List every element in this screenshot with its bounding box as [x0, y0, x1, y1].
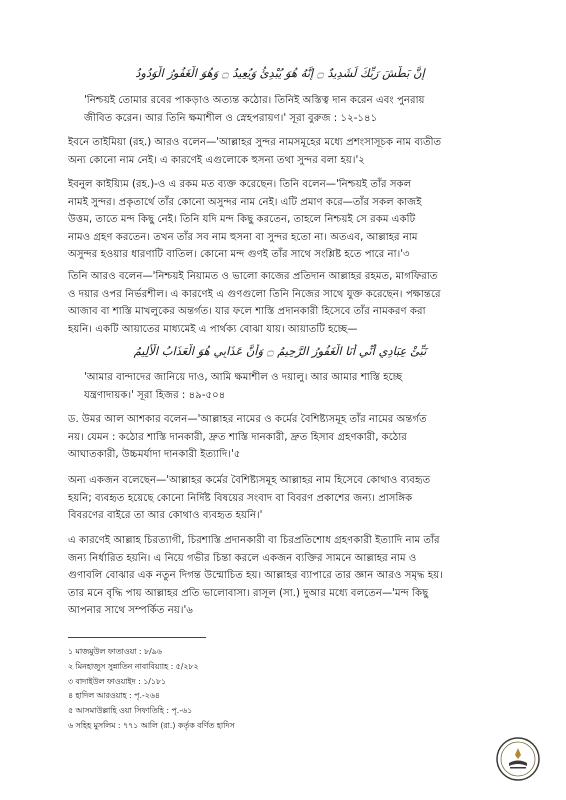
- text-line: আজাব বা শাস্তি মাখলুকের অন্তর্গত। যার ফলে শাস্তি প্রদানকারী হিসেবে তাঁর নামকরণ করা: [68, 306, 426, 318]
- text-line: জন্য নির্ধারিত হয়নি। এ নিয়ে গভীর চিন্তা করলে একজন ব্যক্তির সামনে আল্লাহর নাম ও: [68, 552, 417, 564]
- text-line: জীবিত করেন। আর তিনি ক্ষমাশীল ও স্নেহপরায়ণ।' সূরা বুরুজ : ১২-১৪১: [84, 112, 378, 124]
- text-line: অন্য একজন বলেছেন—'আল্লাহর কর্মের বৈশিষ্ট্যসমূহ আল্লাহর নাম হিসেবে কোথাও ব্যবহৃত: [68, 475, 431, 486]
- text-line: হয়নি। একটি আয়াতের মাধ্যমেই এ পার্থক্য বোঝা যায়। আয়াতটি হচ্ছে—: [68, 323, 358, 335]
- paragraph-ibn-taymiyyah: [68, 134, 506, 169]
- text-line: ইবনুল কাইয়্যিম (রহ.)-ও এ রকম মত ব্যক্ত করেছেন। তিনি বলেন—'নিশ্চয়ই তাঁর সকল: [68, 179, 412, 190]
- text-line: এ কারণেই আল্লাহ চিরত্যাগী, চিরশাস্তি প্রদানকারী বা চিরপ্রতিশোধ গ্রহণকারী ইত্যাদি নাম তাঁর: [68, 535, 440, 546]
- text-line: নামও গ্রহণ করতেন। তখন তাঁর সব নাম হুসনা বা সুন্দর হতো না। অতএব, আল্লাহর নাম: [68, 231, 418, 243]
- footnote: ৪ হাদিল আরওয়াহ : পৃ.-২৬৪: [68, 691, 160, 701]
- text-line: আপনার সাথে সম্পর্কিত নয়।'৬: [68, 605, 193, 617]
- paragraph-ibn-qayyim: [68, 176, 506, 264]
- paragraph-umar-ashqar: [68, 411, 506, 464]
- text-line: 'আমার বান্দাদের জানিয়ে দাও, আমি ক্ষমাশীল ও দয়ালু। আর আমার শাস্তি হচ্ছে: [84, 372, 403, 383]
- text-line: ও দয়ার ওপর নির্ভরশীল। এ কারণেই এ গুণগুলো তিনি নিজের সাথে যুক্ত করেছেন। পক্ষান্তরে: [68, 288, 441, 300]
- footnote: ৫ আসমাউল্লাহি ওয়া সিফাতিহি : পৃ.-৬১: [68, 706, 193, 716]
- quran-verse-hijr: نَبِّئْ عِبَادِي أَنِّي أَنَا الْغَفُورُ الرَّحِيمُ ۝ وَأَنَّ عَذَابِي هُوَ الْعَذَابُ الْأَلِيمُ: [133, 344, 427, 358]
- quran-verse-buruj: إِنَّ بَطْشَ رَبِّكَ لَشَدِيدٌ ۝ إِنَّهُ هُوَ يُبْدِئُ وَيُعِيدُ ۝ وَهُوَ الْغَفُورُ الْوَدُودُ: [135, 66, 425, 80]
- text-line: যন্ত্রণাদায়ক।' সূরা হিজর : ৪৯-৫০৪: [84, 389, 226, 401]
- footnote: ৬ সহিহ মুসলিম : ৭৭১ আলি (রা.) কর্তৃক বর্ণিত হাদিস: [68, 720, 235, 730]
- footnote: ১ মাজমুউল ফাতাওয়া : ৮/৯৬: [68, 647, 162, 656]
- text-line: ড. উমর আল আশকার বলেন—'আল্লাহর নামের ও কর্মের বৈশিষ্ট্যসমূহ তাঁর নামের অন্তর্গত: [68, 414, 427, 425]
- text-line: হয়নি; ব্যবহৃত হয়েছে কোনো নির্দিষ্ট বিষয়ের সংবাদ বা বিবরণ প্রকাশের জন্য। প্রাসঙ্গিক: [68, 492, 413, 504]
- publisher-logo-icon: [495, 736, 541, 782]
- verse-translation-buruj: [84, 92, 504, 127]
- paragraph-mercy-punishment: [68, 268, 506, 338]
- text-line: নামই সুন্দর। প্রকৃতার্থে তাঁর কোনো অসুন্দর নাম নেই। এটি প্রমাণ করে—তাঁর সকল কাজই: [68, 196, 422, 208]
- text-line: গুণাবলি বোঝার এক নতুন দিগন্ত উন্মোচিত হয়। আল্লাহর ব্যাপারে তার জ্ঞান আরও সমৃদ্ধ হয়।: [68, 570, 443, 582]
- footnote-divider: [68, 637, 206, 638]
- text-line: নয়। যেমন : কঠোর শাস্তি দানকারী, দ্রুত শাস্তি দানকারী, দ্রুত হিসাব গ্রহণকারী, কঠোর: [68, 431, 407, 443]
- text-line: আঘাতকারী, উচ্চমর্যাদা দানকারী ইত্যাদি।'৫: [68, 449, 241, 461]
- text-line: অন্য কোনো নাম নেই। এ কারণেই এগুলোকে হুসনা তথা সুন্দর বলা হয়।'২: [68, 154, 365, 166]
- text-line: উত্তম, তাতে মন্দ কিছু নেই। তিনি যদি মন্দ কিছু করতেন, তাহলে নিশ্চয়ই সে রকম একটি: [68, 214, 416, 226]
- footnotes: [68, 645, 468, 734]
- text-line: অসুন্দর হওয়ার ধারণাটি বাতিল। কোনো মন্দ গুণই তাঁর সাথে সংশ্লিষ্ট হতে পারে না।'৩: [68, 249, 410, 261]
- text-line: ইবনে তাইমিয়া (রহ.) আরও বলেন—'আল্লাহর সুন্দর নামসমূহের মধ্যে প্রশংসাসূচক নাম ব্যতীত: [68, 137, 442, 148]
- paragraph-conclusion: [68, 532, 506, 620]
- text-line: তিনি আরও বলেন—'নিশ্চয়ই নিয়ামত ও ভালো কাজের প্রতিদান আল্লাহর রহমত, মাগফিরাত: [68, 271, 438, 282]
- text-line: তার মনে বৃদ্ধি পায় আল্লাহর প্রতি ভালোবাসা। রাসূল (সা.) দুআর মধ্যে বলতেন—'মন্দ কিছু: [68, 587, 429, 599]
- paragraph-another-scholar: [68, 472, 506, 525]
- text-line: বিবরণের বাইরে তা আর কোথাও ব্যবহৃত হয়নি।': [68, 510, 263, 522]
- verse-translation-hijr: [84, 369, 504, 404]
- footnote: ৩ বাদাইউল ফাওয়াইদ : ১/১৮১: [68, 676, 167, 686]
- footnote: ২ মিনহাজুস সুন্নাতিন নাবাবিয়্যাহ : ৫/২৮২: [68, 661, 199, 671]
- text-line: 'নিশ্চয়ই তোমার রবের পাকড়াও অত্যন্ত কঠোর। তিনিই অস্তিত্ব দান করেন এবং পুনরায়: [84, 95, 425, 106]
